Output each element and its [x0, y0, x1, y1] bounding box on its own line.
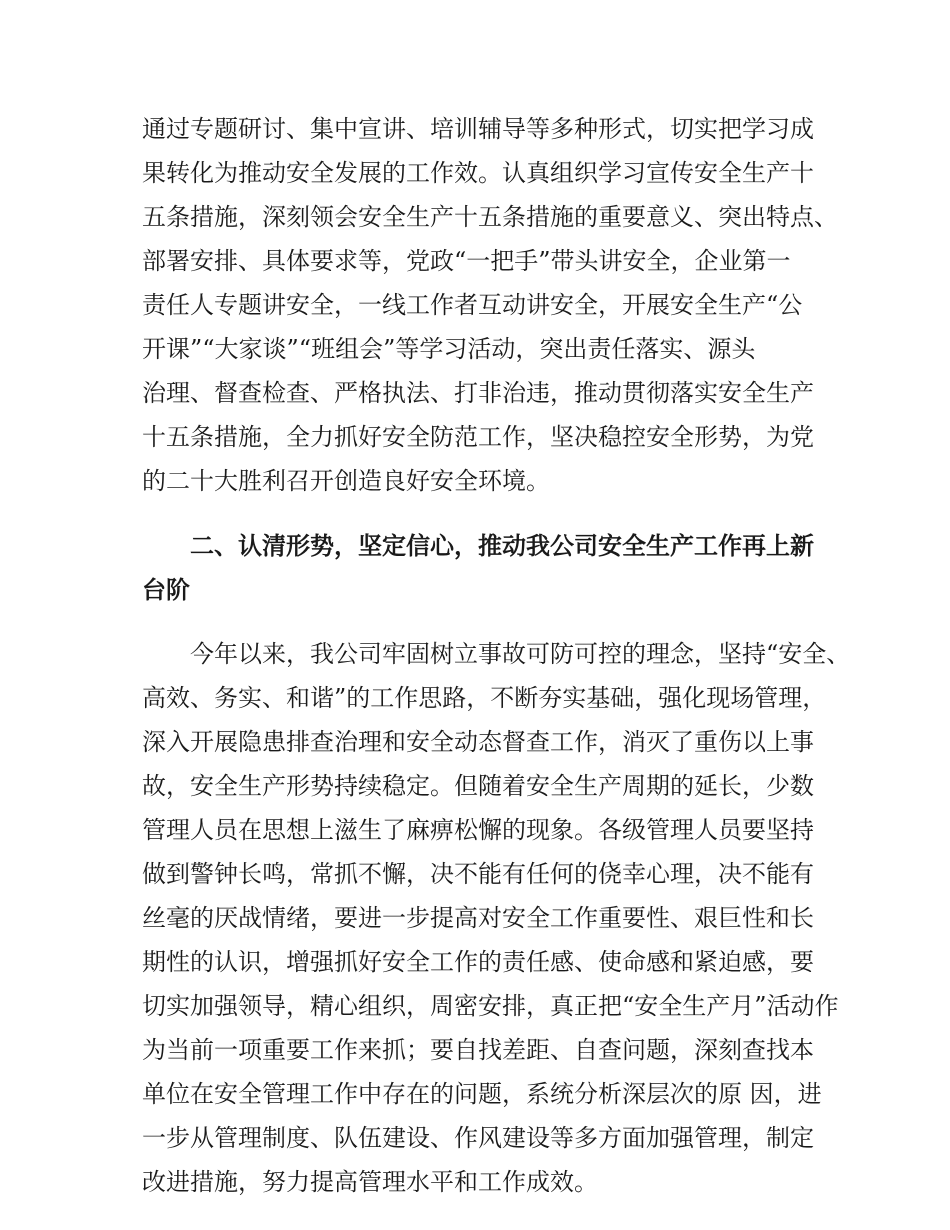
text-line: 果转化为推动安全发展的工作效。认真组织学习宣传安全生产十 — [142, 159, 814, 187]
text-line: 管理人员在思想上滋生了麻痹松懈的现象。各级管理人员要坚持 — [142, 816, 814, 844]
text-line: 单位在安全管理工作中存在的问题，系统分析深层次的原 因，进 — [142, 1080, 822, 1108]
text-line: 为当前一项重要工作来抓；要自找差距、自查问题，深刻查找本 — [142, 1036, 814, 1064]
text-line: 丝毫的厌战情绪，要进一步提高对安全工作重要性、艰巨性和长 — [142, 904, 814, 932]
text-line: 高效、务实、和谐”的工作思路，不断夯实基础，强化现场管理， — [142, 684, 827, 712]
section-heading-continued: 台阶 — [142, 575, 190, 604]
text-line: 期性的认识，增强抓好安全工作的责任感、使命感和紧迫感，要 — [142, 948, 814, 976]
text-line: 故，安全生产形势持续稳定。但随着安全生产周期的延长，少数 — [142, 772, 814, 800]
text-line: 改进措施，努力提高管理水平和工作成效。 — [142, 1168, 598, 1196]
text-line: 五条措施，深刻领会安全生产十五条措施的重要意义、突出特点、 — [142, 203, 838, 231]
text-line: 一步从管理制度、队伍建设、作风建设等多方面加强管理，制定 — [142, 1124, 814, 1152]
text-line: 的二十大胜利召开创造良好安全环境。 — [142, 467, 550, 495]
text-line: 责任人专题讲安全，一线工作者互动讲安全，开展安全生产“公 — [142, 291, 803, 319]
text-line: 治理、督查检查、严格执法、打非治违，推动贯彻落实安全生产 — [142, 379, 814, 407]
text-line: 今年以来，我公司牢固树立事故可防可控的理念，坚持“安全、 — [190, 640, 851, 668]
text-line: 深入开展隐患排查治理和安全动态督查工作，消灭了重伤以上事 — [142, 728, 814, 756]
text-line: 做到警钟长鸣，常抓不懈，决不能有任何的侥幸心理，决不能有 — [142, 860, 814, 888]
text-line: 部署安排、具体要求等，党政“一把手”带头讲安全，企业第一 — [142, 247, 791, 275]
text-line: 切实加强领导，精心组织，周密安排，真正把“安全生产月”活动作 — [142, 992, 839, 1020]
text-line: 通过专题研讨、集中宣讲、培训辅导等多种形式，切实把学习成 — [142, 115, 814, 143]
section-heading: 二、认清形势，坚定信心，推动我公司安全生产工作再上新 — [190, 531, 814, 560]
text-line: 开课”“大家谈”“班组会”等学习活动，突出责任落实、源头 — [142, 335, 756, 363]
text-line: 十五条措施，全力抓好安全防范工作，坚决稳控安全形势，为党 — [142, 423, 814, 451]
